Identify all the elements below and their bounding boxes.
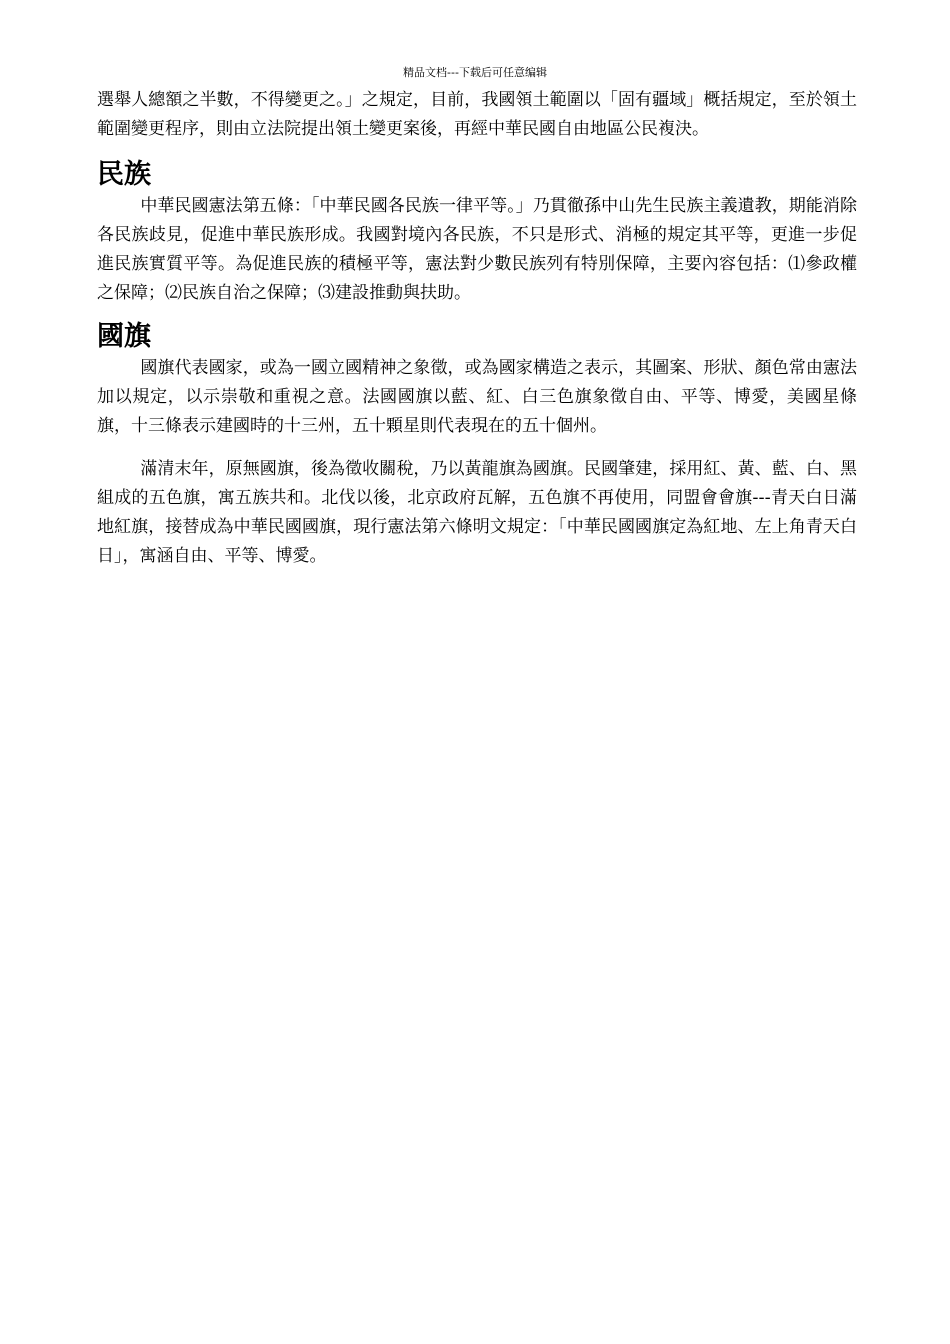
- section-heading-guoqi: 國旗: [97, 321, 151, 352]
- intro-paragraph: 選舉人總額之半數，不得變更之。」之規定，目前，我國領土範圍以「固有疆域」概括規定，至於領土範圍變更程序，則由立法院提出領土變更案後，再經中華民國自由地區公民複決。: [97, 90, 857, 139]
- guoqi-paragraph-2: 滿清末年，原無國旗，後為徵收關稅，乃以黃龍旗為國旗。民國肇建，採用紅、黃、藍、白、黑組成的五色旗，寓五族共和。北伐以後，北京政府瓦解，五色旗不再使用，同盟會會旗---青天白日滿地紅旗，接替成為中華民國國旗，現行憲法第六條明文規定：「中華民國國旗定為紅地、左上角青天白日」，寓涵自由、平等、博愛。: [97, 459, 857, 566]
- document-body: [97, 86, 857, 571]
- section-heading-minzu: 民族: [97, 159, 151, 190]
- page-header-note: 精品文档---下载后可任意编辑: [403, 66, 547, 79]
- minzu-paragraph: 中華民國憲法第五條：「中華民國各民族一律平等。」乃貫徹孫中山先生民族主義遺教，期能消除各民族歧見，促進中華民族形成。我國對境內各民族，不只是形式、消極的規定其平等，更進一步促進民族實質平等。為促進民族的積極平等，憲法對少數民族列有特別保障，主要內容包括：⑴參政權之保障；⑵民族自治之保障；⑶建設推動與扶助。: [97, 196, 857, 303]
- guoqi-paragraph-1: 國旗代表國家，或為一國立國精神之象徵，或為國家構造之表示，其圖案、形狀、顏色常由憲法加以規定，以示崇敬和重視之意。法國國旗以藍、紅、白三色旗象徵自由、平等、博愛，美國星條旗，十三條表示建國時的十三州，五十顆星則代表現在的五十個州。: [97, 358, 857, 436]
